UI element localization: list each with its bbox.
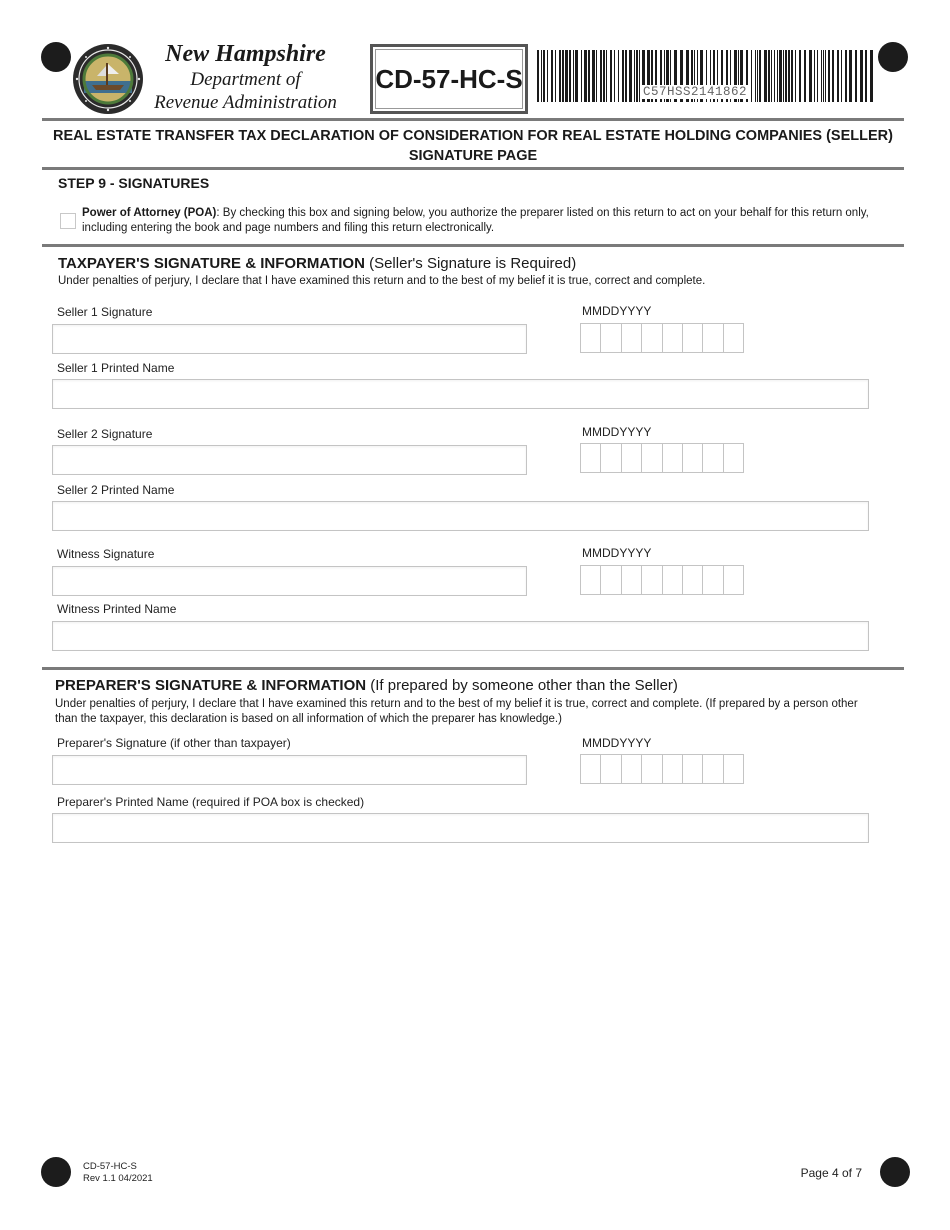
registration-mark-top-right — [878, 42, 908, 72]
footer-form-info — [83, 1161, 153, 1185]
preparer-printed-name-field[interactable] — [52, 813, 869, 843]
taxpayer-section-heading — [58, 255, 576, 272]
witness-date-field[interactable] — [580, 565, 744, 595]
seller1-date-field[interactable] — [580, 323, 744, 353]
agency-department: Department of — [190, 69, 301, 90]
taxpayer-heading: TAXPAYER'S SIGNATURE & INFORMATION — [58, 255, 365, 272]
preparer-signature-field[interactable] — [52, 755, 527, 785]
preparer-date-field[interactable] — [580, 754, 744, 784]
title-top-rule — [42, 118, 904, 121]
preparer-printed-name-label: Preparer's Printed Name (required if POA box is checked) — [57, 795, 365, 809]
preparer-signature-label: Preparer's Signature (if other than taxpayer) — [57, 736, 291, 750]
registration-mark-bottom-left — [41, 1157, 71, 1187]
poa-label: Power of Attorney (POA) — [82, 207, 217, 219]
witness-date-label: MMDDYYYY — [582, 546, 652, 560]
barcode-number: C57HSS2141862 — [640, 85, 750, 99]
footer-revision: Rev 1.1 04/2021 — [83, 1173, 153, 1184]
page-title-line1: REAL ESTATE TRANSFER TAX DECLARATION OF CONSIDERATION FOR REAL ESTATE HOLDING COMPANIES (SELLER) — [53, 128, 893, 144]
seller2-signature-field[interactable] — [52, 445, 527, 475]
page-title-line2: SIGNATURE PAGE — [408, 148, 538, 164]
registration-mark-bottom-right — [880, 1157, 910, 1187]
preparer-declaration: Under penalties of perjury, I declare that I have examined this return and to the best of my belief it is true, correct and complete. (If prepared by a person other than the taxpayer, this declaration is based on all information of which the preparer has knowledge.) — [55, 698, 858, 725]
footer-form-id: CD-57-HC-S — [83, 1161, 137, 1172]
seller2-printed-name-field[interactable] — [52, 501, 869, 531]
poa-statement — [82, 206, 877, 236]
preparer-section-heading — [55, 677, 678, 694]
seller1-date-label: MMDDYYYY — [582, 304, 652, 318]
seller2-signature-label: Seller 2 Signature — [57, 427, 153, 441]
registration-mark-top-left — [41, 42, 71, 72]
page-title — [42, 126, 904, 166]
agency-state: New Hampshire — [165, 41, 326, 67]
witness-printed-name-label: Witness Printed Name — [57, 602, 177, 616]
poa-text: : By checking this box and signing below, you authorize the preparer listed on this return to act on your behalf for this return only, including entering the book and page numbers and filing this return electronically. — [82, 207, 869, 234]
page-number: Page 4 of 7 — [800, 1166, 862, 1180]
seller2-printed-name-label: Seller 2 Printed Name — [57, 483, 175, 497]
preparer-date-label: MMDDYYYY — [582, 736, 652, 750]
taxpayer-heading-note: (Seller's Signature is Required) — [364, 255, 577, 272]
witness-printed-name-field[interactable] — [52, 621, 869, 651]
poa-checkbox[interactable] — [60, 213, 76, 229]
seller2-date-label: MMDDYYYY — [582, 425, 652, 439]
witness-signature-label: Witness Signature — [57, 547, 155, 561]
seller1-signature-field[interactable] — [52, 324, 527, 354]
title-bottom-rule — [42, 167, 904, 170]
agency-division: Revenue Administration — [154, 92, 337, 113]
seller1-signature-label: Seller 1 Signature — [57, 305, 153, 319]
seller1-printed-name-label: Seller 1 Printed Name — [57, 361, 175, 375]
state-seal-logo — [72, 43, 144, 115]
form-id-box — [370, 44, 528, 114]
preparer-heading-note: (If prepared by someone other than the Seller) — [366, 677, 678, 694]
seller1-printed-name-field[interactable] — [52, 379, 869, 409]
witness-signature-field[interactable] — [52, 566, 527, 596]
agency-name — [143, 40, 348, 114]
step9-bottom-rule — [42, 244, 904, 247]
taxpayer-bottom-rule — [42, 667, 904, 670]
step-heading: STEP 9 - SIGNATURES — [58, 175, 210, 191]
taxpayer-declaration: Under penalties of perjury, I declare that I have examined this return and to the best of my belief it is true, correct and complete. — [58, 275, 706, 287]
form-id: CD-57-HC-S — [375, 63, 523, 94]
seller2-date-field[interactable] — [580, 443, 744, 473]
preparer-heading: PREPARER'S SIGNATURE & INFORMATION — [55, 677, 367, 694]
